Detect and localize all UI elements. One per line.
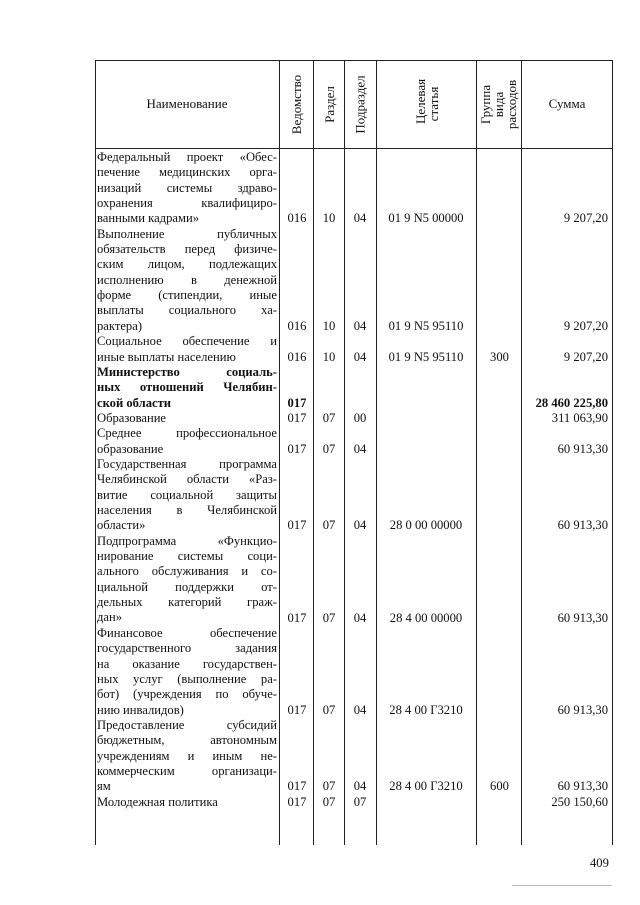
header-summa: Сумма: [548, 96, 586, 111]
row-razdel: 07: [322, 410, 336, 425]
header-celevaya: Целевая статья: [412, 78, 441, 124]
row-razdel: 10: [322, 318, 336, 333]
row-summa: 311 063,90: [551, 410, 608, 425]
row-podrazdel: 04: [353, 211, 367, 226]
row-name-line: области»: [97, 518, 146, 533]
row-name-line: ям: [97, 779, 111, 794]
row-podrazdel: 00: [353, 410, 367, 425]
row-vedomstvo: 016: [287, 349, 307, 364]
row-gruppa: 600: [490, 779, 509, 794]
table-row: [0, 334, 640, 365]
row-name-line: дан»: [97, 610, 123, 625]
row-razdel: 07: [322, 794, 336, 809]
row-name: [97, 626, 277, 718]
row-vedomstvo: 016: [287, 318, 307, 333]
row-name-line: иные выплаты населению: [97, 349, 236, 364]
row-summa: 60 913,30: [557, 441, 608, 456]
table-row: [0, 365, 640, 411]
row-podrazdel: 04: [353, 349, 367, 364]
header-podrazdel: Подраздел: [353, 74, 369, 134]
row-name-line: ским лицом, подлежащих: [97, 257, 277, 272]
row-vedomstvo: 017: [287, 410, 307, 425]
row-name-line: рактера): [97, 318, 143, 333]
row-name-line: циальной поддержки от-: [97, 579, 277, 594]
row-name-line: Молодежная политика: [97, 794, 218, 809]
row-summa: 250 150,60: [551, 794, 608, 809]
header-vedomstvo: Ведомство: [289, 74, 304, 134]
row-name: [97, 718, 277, 795]
row-vedomstvo: 017: [287, 441, 307, 456]
row-name-line: на оказание государствен-: [97, 656, 277, 671]
table-row: [0, 411, 640, 426]
row-name-line: исполнению в денежной: [97, 272, 277, 287]
header-bottom-border: [95, 148, 613, 149]
row-name-line: ных отношений Челябин-: [97, 380, 277, 395]
row-summa: 60 913,30: [557, 610, 608, 625]
row-name-line: Среднее профессиональное: [97, 426, 277, 441]
row-name-line: ального обслуживания и со-: [97, 564, 277, 579]
row-razdel: 07: [322, 702, 336, 717]
row-name-line: Федеральный проект «Обес-: [97, 150, 277, 164]
row-name: [97, 457, 277, 534]
row-name-line: коммерческим организаци-: [97, 763, 277, 778]
row-name-line: Финансовое обеспечение: [97, 625, 277, 640]
row-name-line: Предоставление субсидий: [97, 717, 277, 732]
row-podrazdel: 04: [353, 518, 367, 533]
row-name-line: Выполнение публичных: [97, 226, 277, 241]
row-razdel: 07: [322, 610, 336, 625]
row-celevaya: 01 9 N5 00000: [388, 211, 464, 226]
row-name: [97, 365, 277, 411]
table-row: [0, 718, 640, 795]
row-name-line: ванными кадрами»: [97, 211, 199, 226]
row-razdel: 07: [322, 441, 336, 456]
header-razdel: Раздел: [321, 85, 337, 123]
row-celevaya: 01 9 N5 95110: [388, 349, 464, 364]
row-vedomstvo: 017: [287, 610, 307, 625]
row-name-line: образование: [97, 441, 164, 456]
row-name-line: нирование системы соци-: [97, 549, 277, 564]
row-name-line: выплаты социального ха-: [97, 303, 277, 318]
row-name-line: дельных категорий граж-: [97, 595, 277, 610]
row-razdel: 10: [322, 211, 336, 226]
row-gruppa: 300: [490, 349, 509, 364]
row-name-line: низаций системы здраво-: [97, 180, 277, 195]
row-podrazdel: 04: [353, 318, 367, 333]
row-summa: 60 913,30: [557, 518, 608, 533]
page-number: 409: [590, 856, 609, 870]
row-name-line: форме (стипендии, иные: [97, 288, 277, 303]
row-name-line: Образование: [97, 410, 167, 425]
row-name: [97, 334, 277, 365]
row-name-line: охранения квалифициро-: [97, 196, 277, 211]
row-name: [97, 150, 277, 227]
table-row: [0, 426, 640, 457]
footer-line: [512, 885, 612, 886]
row-name-line: государственного задания: [97, 641, 277, 656]
row-podrazdel: 07: [353, 794, 367, 809]
row-name-line: Министерство социаль-: [97, 364, 277, 379]
row-name-line: печение медицинских орга-: [97, 165, 277, 180]
row-razdel: 07: [322, 779, 336, 794]
row-name-line: бюджетным, автономным: [97, 733, 277, 748]
table-row: [0, 227, 640, 334]
row-celevaya: 28 0 00 00000: [389, 518, 463, 533]
row-summa: 60 913,30: [557, 779, 608, 794]
header-gruppa: Группа вида расходов: [478, 79, 520, 129]
row-summa: 28 460 225,80: [535, 395, 608, 410]
row-name: [97, 227, 277, 334]
row-celevaya: 28 4 00 Г3210: [389, 702, 463, 717]
row-vedomstvo: 017: [287, 518, 307, 533]
row-vedomstvo: 016: [287, 211, 307, 226]
row-name-line: Подпрограмма «Функцио-: [97, 533, 277, 548]
row-name-line: учреждениям и иным не-: [97, 748, 277, 763]
row-vedomstvo: 017: [287, 395, 307, 410]
row-celevaya: 01 9 N5 95110: [388, 318, 464, 333]
row-name-line: нию инвалидов): [97, 702, 184, 717]
row-celevaya: 28 4 00 Г3210: [389, 779, 463, 794]
row-name-line: населения в Челябинской: [97, 503, 277, 518]
row-celevaya: 28 4 00 00000: [389, 610, 463, 625]
row-podrazdel: 04: [353, 610, 367, 625]
row-vedomstvo: 017: [287, 794, 307, 809]
row-name: [97, 426, 277, 457]
row-name-line: Государственная программа: [97, 457, 277, 471]
table-row: [0, 795, 640, 810]
row-name-line: витие социальной защиты: [97, 487, 277, 502]
row-vedomstvo: 017: [287, 779, 307, 794]
row-name: [97, 795, 277, 810]
row-name-line: Социальное обеспечение и: [97, 334, 277, 349]
row-razdel: 10: [322, 349, 336, 364]
row-summa: 9 207,20: [563, 211, 608, 226]
row-name-line: Челябинской области «Раз-: [97, 472, 277, 487]
table-row: [0, 457, 640, 534]
row-summa: 60 913,30: [557, 702, 608, 717]
row-vedomstvo: 017: [287, 702, 307, 717]
header-name: Наименование: [146, 96, 228, 111]
row-name: [97, 534, 277, 626]
table-row: [0, 150, 640, 227]
row-razdel: 07: [322, 518, 336, 533]
row-name-line: обязательств перед физиче-: [97, 242, 277, 257]
table-row: [0, 626, 640, 718]
row-podrazdel: 04: [353, 441, 367, 456]
row-name: [97, 411, 277, 426]
row-summa: 9 207,20: [563, 349, 608, 364]
table-row: [0, 534, 640, 626]
row-podrazdel: 04: [353, 702, 367, 717]
row-name-line: ных услуг (выполнение ра-: [97, 671, 277, 686]
row-name-line: бот) (учреждения по обуче-: [97, 687, 277, 702]
row-summa: 9 207,20: [563, 318, 608, 333]
row-name-line: ской области: [97, 395, 172, 410]
row-podrazdel: 04: [353, 779, 367, 794]
